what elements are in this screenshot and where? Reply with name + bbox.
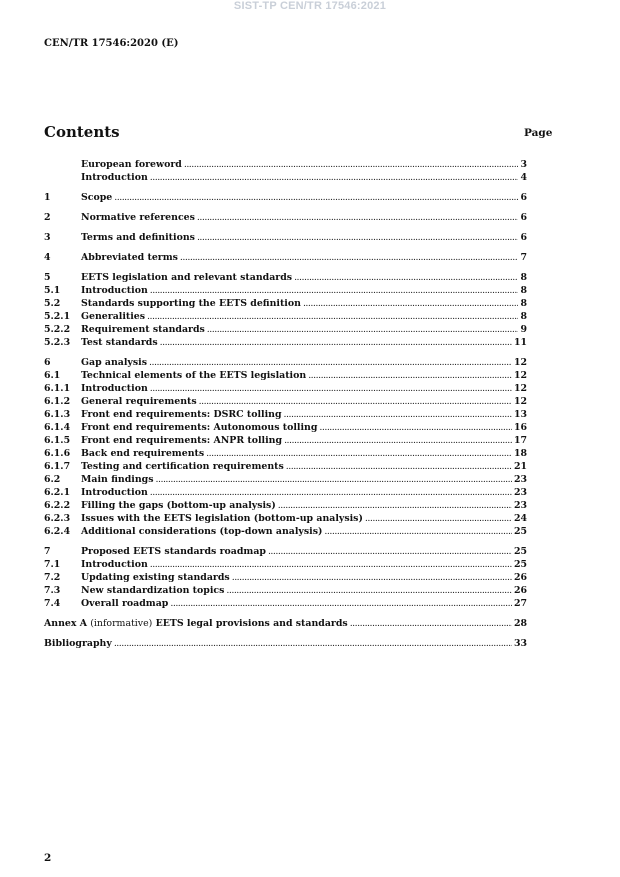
toc-number: 6.2.3 xyxy=(44,513,71,524)
toc-number: 6.2.2 xyxy=(44,500,71,511)
toc-entry[interactable] xyxy=(44,597,527,610)
toc-number: 6.2.1 xyxy=(44,487,71,498)
toc-entry[interactable] xyxy=(44,584,527,597)
toc-number: 5 xyxy=(44,272,51,283)
dot-leader xyxy=(147,310,518,323)
toc-page: 8 xyxy=(520,311,527,322)
dot-leader xyxy=(114,191,518,204)
toc-title: Front end requirements: DSRC tolling xyxy=(81,409,282,420)
dot-leader xyxy=(324,525,512,538)
toc-page: 4 xyxy=(520,172,527,183)
dot-leader xyxy=(284,408,512,421)
dot-leader xyxy=(150,382,512,395)
toc-page: 11 xyxy=(513,337,527,348)
toc-page: 25 xyxy=(513,559,527,570)
dot-leader xyxy=(156,473,512,486)
dot-leader xyxy=(150,171,519,184)
toc-number: 6 xyxy=(44,357,51,368)
toc-entry[interactable] xyxy=(44,336,527,349)
toc-entry-annex[interactable] xyxy=(44,617,527,630)
toc-title: Introduction xyxy=(81,172,148,183)
toc-number: 6.2.4 xyxy=(44,526,71,537)
toc-page: 6 xyxy=(520,212,527,223)
toc-page: 9 xyxy=(520,324,527,335)
page-column-header: Page xyxy=(524,127,553,139)
toc-title: Introduction xyxy=(81,285,148,296)
dot-leader xyxy=(303,297,519,310)
dot-leader xyxy=(308,369,512,382)
dot-leader xyxy=(149,356,512,369)
toc-entry[interactable] xyxy=(44,486,527,499)
toc-title: Requirement standards xyxy=(81,324,205,335)
toc-title: Scope xyxy=(81,192,113,203)
dot-leader xyxy=(184,158,519,171)
toc-title: Abbreviated terms xyxy=(81,252,178,263)
toc-number: 6.1.2 xyxy=(44,396,71,407)
toc-page: 25 xyxy=(513,546,527,557)
toc-entry[interactable] xyxy=(44,512,527,525)
toc-page: 24 xyxy=(513,513,527,524)
toc-title: Terms and definitions xyxy=(81,232,195,243)
toc-page: 12 xyxy=(513,383,527,394)
toc-entry[interactable] xyxy=(44,545,527,558)
toc-number: 6.1 xyxy=(44,370,61,381)
toc-page: 23 xyxy=(513,474,527,485)
toc-entry[interactable] xyxy=(44,447,527,460)
toc-number: 7.2 xyxy=(44,572,61,583)
toc-page: 25 xyxy=(513,526,527,537)
toc-title: Front end requirements: Autonomous tolling xyxy=(81,422,318,433)
toc-entry[interactable] xyxy=(44,525,527,538)
toc-number: 3 xyxy=(44,232,51,243)
dot-leader xyxy=(170,597,512,610)
toc-title: Normative references xyxy=(81,212,195,223)
dot-leader xyxy=(284,434,512,447)
toc-title: Updating existing standards xyxy=(81,572,230,583)
toc-page: 8 xyxy=(520,285,527,296)
dot-leader xyxy=(150,486,512,499)
toc-entry[interactable] xyxy=(44,323,527,336)
toc-title: Proposed EETS standards roadmap xyxy=(81,546,266,557)
toc-title: Additional considerations (top-down analysis) xyxy=(81,526,323,537)
annex-qualifier: (informative) xyxy=(90,618,153,629)
toc-number: 6.2 xyxy=(44,474,61,485)
toc-number: 6.1.7 xyxy=(44,461,71,472)
dot-leader xyxy=(350,617,512,630)
toc-entry[interactable] xyxy=(44,558,527,571)
toc-title: Introduction xyxy=(81,383,148,394)
toc-page: 17 xyxy=(513,435,527,446)
dot-leader xyxy=(199,395,512,408)
toc-title: Filling the gaps (bottom-up analysis) xyxy=(81,500,276,511)
toc-title: Back end requirements xyxy=(81,448,205,459)
toc-entry[interactable] xyxy=(44,382,527,395)
toc-number: 6.1.6 xyxy=(44,448,71,459)
toc-number: 7.1 xyxy=(44,559,61,570)
toc-number: 7 xyxy=(44,546,51,557)
toc-number: 6.1.1 xyxy=(44,383,71,394)
dot-leader xyxy=(150,558,512,571)
toc-title: Generalities xyxy=(81,311,146,322)
toc-entry[interactable] xyxy=(44,271,527,284)
toc-entry[interactable] xyxy=(44,231,527,244)
page-number: 2 xyxy=(44,852,52,864)
dot-leader xyxy=(365,512,512,525)
toc-title: Introduction xyxy=(81,487,148,498)
toc-title: Introduction xyxy=(81,559,148,570)
dot-leader xyxy=(207,323,519,336)
toc-entry[interactable] xyxy=(44,408,527,421)
toc-page: 26 xyxy=(513,585,527,596)
toc-entry[interactable] xyxy=(44,434,527,447)
toc-entry[interactable] xyxy=(44,460,527,473)
toc-page: 12 xyxy=(513,396,527,407)
dot-leader xyxy=(197,231,519,244)
document-id: CEN/TR 17546:2020 (E) xyxy=(44,38,179,49)
toc-entry[interactable] xyxy=(44,211,527,224)
toc-page: 27 xyxy=(513,598,527,609)
toc-title: New standardization topics xyxy=(81,585,225,596)
toc-entry[interactable] xyxy=(44,571,527,584)
toc-page: 12 xyxy=(513,370,527,381)
annex-title: EETS legal provisions and standards xyxy=(155,618,348,629)
dot-leader xyxy=(268,545,512,558)
toc-entry[interactable] xyxy=(44,251,527,264)
toc-title: Bibliography xyxy=(44,638,112,649)
annex-label: Annex A xyxy=(44,618,87,629)
toc-page: 18 xyxy=(513,448,527,459)
dot-leader xyxy=(226,584,512,597)
toc-title: Front end requirements: ANPR tolling xyxy=(81,435,283,446)
toc-number: 5.2 xyxy=(44,298,61,309)
dot-leader xyxy=(180,251,519,264)
toc-page: 23 xyxy=(513,487,527,498)
toc-page: 3 xyxy=(520,159,527,170)
toc-title: Standards supporting the EETS definition xyxy=(81,298,301,309)
toc-page: 8 xyxy=(520,272,527,283)
toc-page: 8 xyxy=(520,298,527,309)
watermark: SIST-TP CEN/TR 17546:2021 xyxy=(233,0,387,12)
dot-leader xyxy=(160,336,512,349)
toc-entry[interactable] xyxy=(44,284,527,297)
toc-title: Issues with the EETS legislation (bottom-up analysis) xyxy=(81,513,363,524)
toc-entry[interactable] xyxy=(44,191,527,204)
dot-leader xyxy=(114,637,512,650)
toc-title: European foreword xyxy=(81,159,182,170)
toc-title: Testing and certification requirements xyxy=(81,461,284,472)
dot-leader xyxy=(206,447,512,460)
toc-number: 7.4 xyxy=(44,598,61,609)
toc-entry[interactable] xyxy=(44,171,527,184)
toc-entry[interactable] xyxy=(44,356,527,369)
dot-leader xyxy=(278,499,512,512)
table-of-contents xyxy=(44,158,527,650)
toc-number: 2 xyxy=(44,212,51,223)
dot-leader xyxy=(319,421,512,434)
toc-entry[interactable] xyxy=(44,499,527,512)
toc-entry[interactable] xyxy=(44,473,527,486)
toc-title: Gap analysis xyxy=(81,357,147,368)
toc-number: 7.3 xyxy=(44,585,61,596)
toc-entry[interactable] xyxy=(44,310,527,323)
toc-page: 16 xyxy=(513,422,527,433)
toc-title: Overall roadmap xyxy=(81,598,169,609)
toc-number: 1 xyxy=(44,192,51,203)
toc-entry[interactable] xyxy=(44,395,527,408)
toc-number: 6.1.3 xyxy=(44,409,71,420)
toc-annex-title xyxy=(44,617,348,630)
toc-title: Main findings xyxy=(81,474,154,485)
toc-page: 6 xyxy=(520,232,527,243)
toc-page: 21 xyxy=(513,461,527,472)
toc-number: 5.2.3 xyxy=(44,337,71,348)
toc-title: Technical elements of the EETS legislation xyxy=(81,370,307,381)
toc-number: 4 xyxy=(44,252,51,263)
toc-page: 23 xyxy=(513,500,527,511)
toc-entry[interactable] xyxy=(44,297,527,310)
toc-number: 5.2.1 xyxy=(44,311,71,322)
toc-page: 33 xyxy=(513,638,527,649)
toc-page: 13 xyxy=(513,409,527,420)
toc-entry[interactable] xyxy=(44,421,527,434)
toc-entry[interactable] xyxy=(44,369,527,382)
toc-entry[interactable] xyxy=(44,158,527,171)
toc-page: 26 xyxy=(513,572,527,583)
dot-leader xyxy=(150,284,519,297)
toc-page: 12 xyxy=(513,357,527,368)
toc-number: 5.2.2 xyxy=(44,324,71,335)
dot-leader xyxy=(197,211,519,224)
toc-entry-bibliography[interactable] xyxy=(44,637,527,650)
dot-leader xyxy=(294,271,518,284)
toc-title: General requirements xyxy=(81,396,197,407)
toc-page: 7 xyxy=(520,252,527,263)
toc-number: 5.1 xyxy=(44,285,61,296)
contents-title: Contents xyxy=(44,123,120,141)
toc-title: EETS legislation and relevant standards xyxy=(81,272,293,283)
toc-page: 6 xyxy=(520,192,527,203)
toc-number: 6.1.5 xyxy=(44,435,71,446)
dot-leader xyxy=(232,571,512,584)
toc-page: 28 xyxy=(513,618,527,629)
dot-leader xyxy=(286,460,512,473)
toc-number: 6.1.4 xyxy=(44,422,71,433)
toc-title: Test standards xyxy=(81,337,158,348)
